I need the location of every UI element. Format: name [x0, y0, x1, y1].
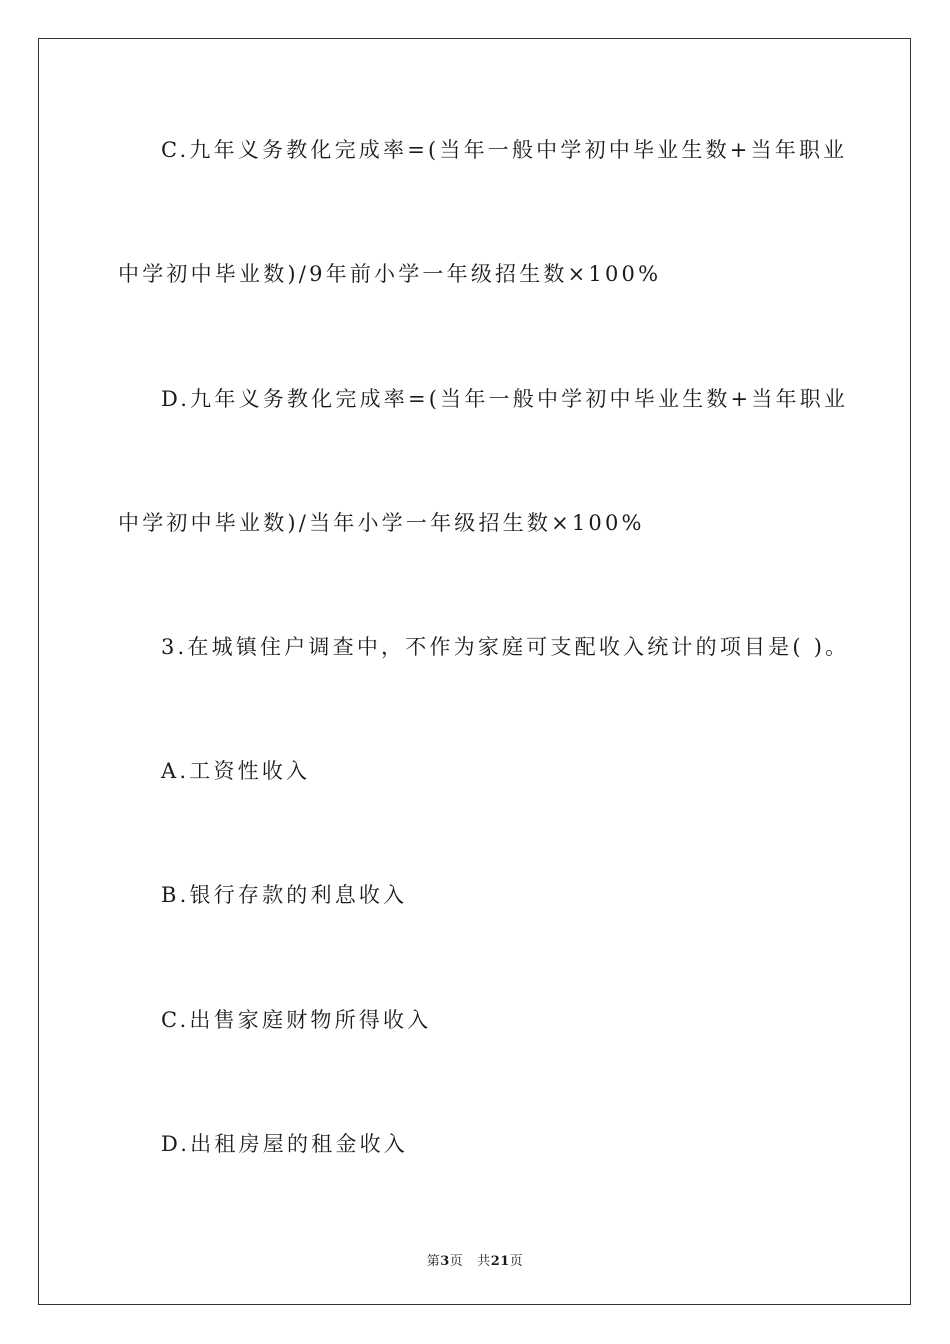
current-page-number: 3: [440, 1254, 450, 1269]
option-a: A.工资性收入: [161, 759, 311, 783]
option-c-formula-line-2: 中学初中毕业数)/9年前小学一年级招生数×100%: [118, 262, 662, 286]
footer-total-suffix: 页: [509, 1254, 524, 1269]
option-d-formula-line-2: 中学初中毕业数)/当年小学一年级招生数×100%: [118, 511, 645, 535]
option-c: C.出售家庭财物所得收入: [161, 1008, 432, 1032]
footer-page-suffix: 页: [449, 1254, 464, 1269]
question-3-text: 3.在城镇住户调查中，不作为家庭可支配收入统计的项目是( )。: [161, 635, 850, 659]
option-d: D.出租房屋的租金收入: [161, 1132, 408, 1156]
option-c-formula-line-1: C.九年义务教化完成率=(当年一般中学初中毕业生数+当年职业: [161, 138, 848, 162]
footer-total-prefix: 共: [477, 1254, 491, 1269]
option-d-formula-line-1: D.九年义务教化完成率=(当年一般中学初中毕业生数+当年职业: [161, 387, 849, 411]
page-footer: [0, 1250, 950, 1269]
footer-prefix: 第: [426, 1254, 441, 1269]
total-pages-number: 21: [490, 1254, 510, 1269]
option-b: B.银行存款的利息收入: [161, 883, 408, 907]
page-border: [38, 38, 911, 1305]
